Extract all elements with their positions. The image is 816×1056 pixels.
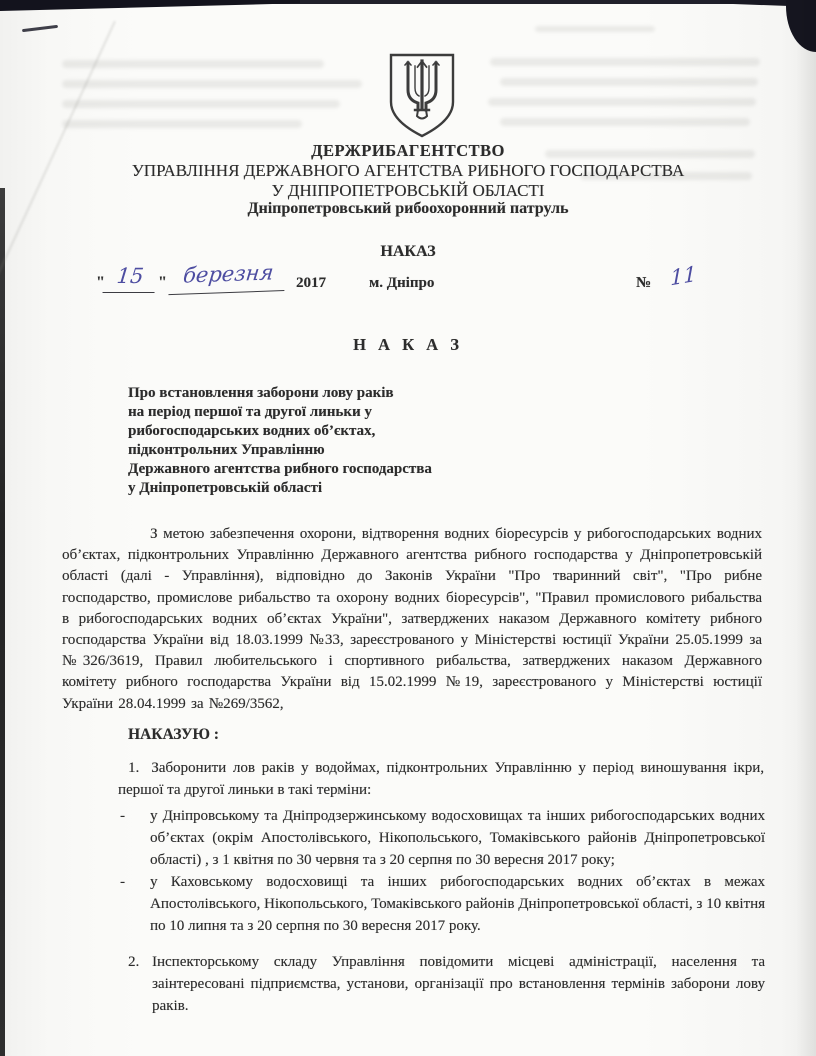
- order-subitem-2: [120, 871, 765, 937]
- bleed-through-artifact: [500, 118, 750, 126]
- bleed-through-artifact: [62, 60, 324, 68]
- list-dash: -: [120, 808, 125, 824]
- bleed-through-artifact: [62, 100, 340, 108]
- preamble-paragraph: З метою забезпечення охорони, відтворення водних біоресурсів у рибогосподарських водних об’єктах, підконтрольних Управлінню Державного агентства рибного господарства у Дніпропетровській області (далі - Управління), відповідно до Законів України "Про тваринний світ", "Про рибне господарство, промислове рибальство та охорону водних біоресурсів", "Правил промислового рибальства в рибогосподарських водних об’єктах України", затверджених наказом Державного комітету рибного господарства України від 18.03.1999 №33, зареєстрованого у Міністерстві юстиції України 25.05.1999 за №326/3619, Правил любительського і спортивного рибальства, затверджених наказом Державного комітету рибного господарства України від 15.02.1999 №19, зареєстрованого у Міністерстві юстиції України 28.04.1999 за №269/3562,: [62, 526, 762, 712]
- bleed-through-artifact: [535, 26, 655, 32]
- order-item-2: [128, 951, 765, 1017]
- date-open-quote: ": [96, 274, 105, 291]
- handwritten-day: 15: [102, 264, 157, 293]
- item-number: 2.: [128, 954, 140, 970]
- item-number: 1.: [128, 760, 140, 776]
- department-name-line2: У ДНІПРОПЕТРОВСЬКІЙ ОБЛАСТІ: [271, 181, 545, 200]
- handwritten-order-number: 11: [670, 261, 697, 291]
- subitem-text: у Дніпровському та Дніпродзержинському водосховищах та інших рибогосподарських водних об’єктах (окрім Апостолівського, Нікопольського, Томаківського районів Дніпропетровської області) , з 1 квітня по 30 червня та з 20 серпня по 30 вересня 2017 року;: [150, 808, 765, 868]
- scan-top-edge-wedge: [0, 0, 300, 11]
- order-subject: [128, 384, 508, 498]
- subject-line: Державного агентства рибного господарства: [128, 461, 432, 477]
- date-and-number-line: [0, 260, 816, 308]
- subitem-text: у Каховському водосховищі та інших рибогосподарських водних об’єктах в межах Апостолівського, Нікопольського, Томаківського районів Дніпропетровської області, з 10 квітня по 10 липня та з 20 серпня по 30 вересня 2017 року.: [150, 874, 765, 934]
- city: м. Дніпро: [369, 275, 435, 291]
- pen-stroke-artifact: [22, 25, 58, 32]
- year: 2017: [296, 275, 326, 291]
- bleed-through-artifact: [488, 98, 756, 106]
- handwritten-month: березня: [168, 260, 287, 295]
- ukraine-trident-emblem: [384, 52, 460, 140]
- order-items: [0, 757, 816, 1017]
- item-text: Інспекторському складу Управління повідомити місцеві адміністрації, населення та заінтересовані підприємства, установи, організації про встановлення термінів заборони лову раків.: [152, 954, 765, 1014]
- subject-line: рибогосподарських водних об’єктах,: [128, 423, 376, 439]
- resolve-word: НАКАЗУЮ :: [128, 726, 219, 743]
- department-name-line1: УПРАВЛІННЯ ДЕРЖАВНОГО АГЕНТСТВА РИБНОГО ГОСПОДАРСТВА: [131, 161, 685, 180]
- subject-line: Про встановлення заборони лову раків: [128, 385, 394, 401]
- item-text: Заборонити лов раків у водоймах, підконтрольних Управлінню у період виношування ікри, першої та другої линьки в такі терміни:: [118, 760, 764, 798]
- order-subitem-1: [120, 805, 765, 871]
- unit-name: Дніпропетровський рибоохоронний патруль: [247, 200, 569, 217]
- list-dash: -: [120, 874, 125, 890]
- bleed-through-artifact: [490, 58, 760, 66]
- date-close-quote: ": [158, 274, 167, 291]
- order-item-1: [118, 757, 764, 801]
- number-sign: №: [636, 275, 652, 291]
- bleed-through-artifact: [62, 80, 362, 88]
- subject-line: на період першої та другої линьки у: [128, 404, 372, 420]
- order-title-spaced: Н А К А З: [353, 335, 463, 354]
- document-type-heading: НАКАЗ: [380, 243, 436, 260]
- subject-line: підконтрольних Управлінню: [128, 442, 325, 458]
- bleed-through-artifact: [500, 78, 758, 86]
- agency-name: ДЕРЖРИБАГЕНТСТВО: [311, 141, 505, 160]
- subject-line: у Дніпропетровській області: [128, 480, 322, 496]
- bleed-through-artifact: [62, 120, 302, 128]
